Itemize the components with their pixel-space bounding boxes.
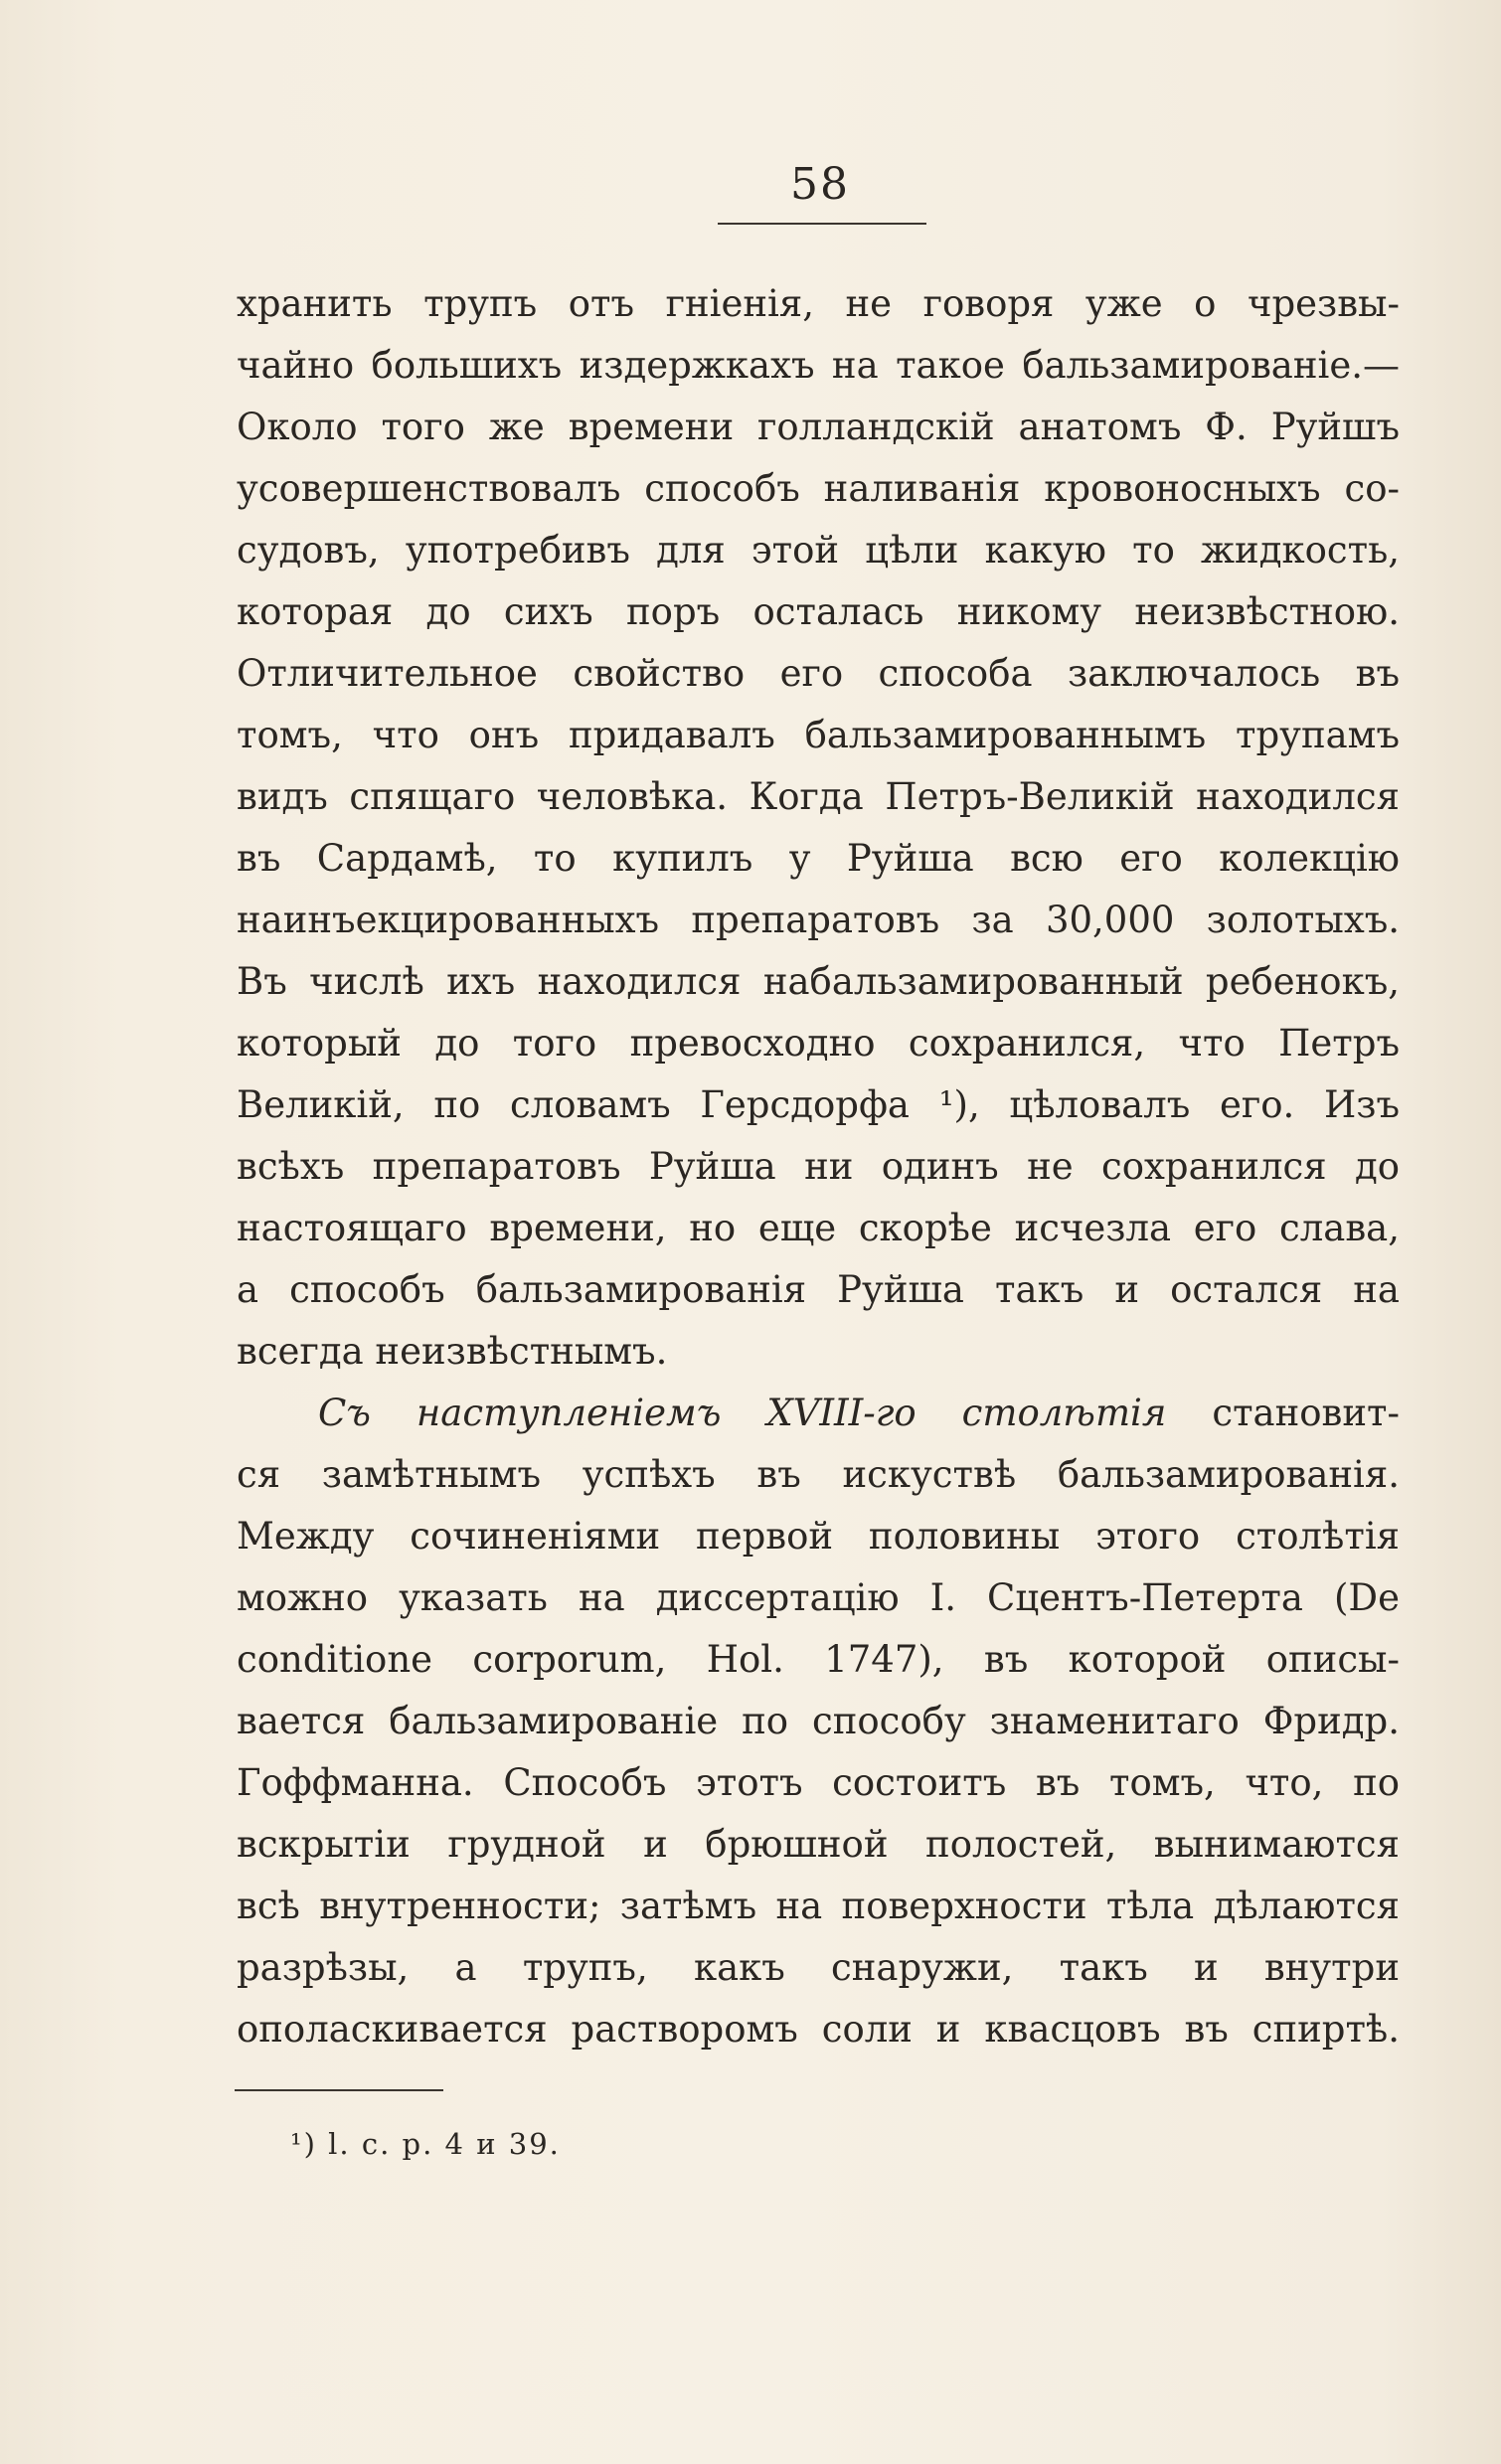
text-line: разрѣзы, а трупъ, какъ снаружи, такъ и внутри bbox=[237, 1946, 1400, 1989]
text-fragment: становит- bbox=[1212, 1392, 1400, 1434]
text-line: видъ спящаго человѣка. Когда Петръ-Великій находился bbox=[237, 775, 1400, 818]
section-lead-phrase: Съ наступленіемъ XVIII-го столѣтія bbox=[318, 1392, 1167, 1434]
text-line: ся замѣтнымъ успѣхъ въ искуствѣ бальзамированія. bbox=[237, 1453, 1400, 1496]
text-line: вается бальзамированіе по способу знаменитаго Фридр. bbox=[237, 1700, 1400, 1742]
text-line: Около того же времени голландскій анатомъ Ф. Руйшъ bbox=[237, 406, 1400, 448]
text-line: который до того превосходно сохранился, что Петръ bbox=[237, 1022, 1400, 1065]
text-line: усовершенствовалъ способъ наливанія кровоносныхъ со- bbox=[237, 467, 1400, 510]
page-number-rule bbox=[718, 223, 926, 225]
body-text bbox=[237, 273, 1400, 2060]
text-line: чайно большихъ издержкахъ на такое бальзамированіе.— bbox=[237, 344, 1400, 387]
paragraph-2-first-line bbox=[237, 1383, 1400, 1444]
text-line: судовъ, употребивъ для этой цѣли какую то жидкость, bbox=[237, 529, 1400, 572]
text-line: Между сочиненіями первой половины этого столѣтія bbox=[237, 1515, 1400, 1558]
text-line: настоящаго времени, но еще скорѣе исчезла его слава, bbox=[237, 1207, 1400, 1249]
footnote-rule bbox=[235, 2089, 443, 2091]
text-line: вскрытіи грудной и брюшной полостей, вынимаются bbox=[237, 1823, 1400, 1866]
text-line: всѣхъ препаратовъ Руйша ни одинъ не сохранился до bbox=[237, 1145, 1400, 1188]
text-line: Въ числѣ ихъ находился набальзамированный ребенокъ, bbox=[237, 960, 1400, 1003]
text-line: томъ, что онъ придавалъ бальзамированнымъ трупамъ bbox=[237, 714, 1400, 756]
text-line: наинъекцированныхъ препаратовъ за 30,000 золотыхъ. bbox=[237, 899, 1400, 941]
text-line: conditione corporum, Hol. 1747), въ которой описы- bbox=[237, 1638, 1400, 1681]
text-line: всѣ внутренности; затѣмъ на поверхности тѣла дѣлаются bbox=[237, 1885, 1400, 1927]
text-line: Отличительное свойство его способа заключалось въ bbox=[237, 652, 1400, 695]
text-line: хранить трупъ отъ гніенія, не говоря уже о чрезвы- bbox=[237, 282, 1400, 325]
text-line: Гоффманна. Способъ этотъ состоитъ въ томъ, что, по bbox=[237, 1761, 1400, 1804]
text-line: можно указать на диссертацію I. Сцентъ-Петерта (De bbox=[237, 1576, 1400, 1619]
text-line: въ Сардамѣ, то купилъ у Руйша всю его колекцію bbox=[237, 837, 1400, 880]
text-line: всегда неизвѣстнымъ. bbox=[237, 1330, 668, 1373]
text-line: ополаскивается растворомъ соли и квасцовъ въ спиртѣ. bbox=[237, 2008, 1400, 2051]
page-number: 58 bbox=[790, 159, 850, 210]
text-line: которая до сихъ поръ осталась никому неизвѣстною. bbox=[237, 590, 1400, 633]
text-line: а способъ бальзамированія Руйша такъ и остался на bbox=[237, 1268, 1400, 1311]
footnote: ¹) l. c. p. 4 и 39. bbox=[290, 2127, 561, 2161]
text-line: Великій, по словамъ Герсдорфа ¹), цѣловалъ его. Изъ bbox=[237, 1083, 1400, 1126]
